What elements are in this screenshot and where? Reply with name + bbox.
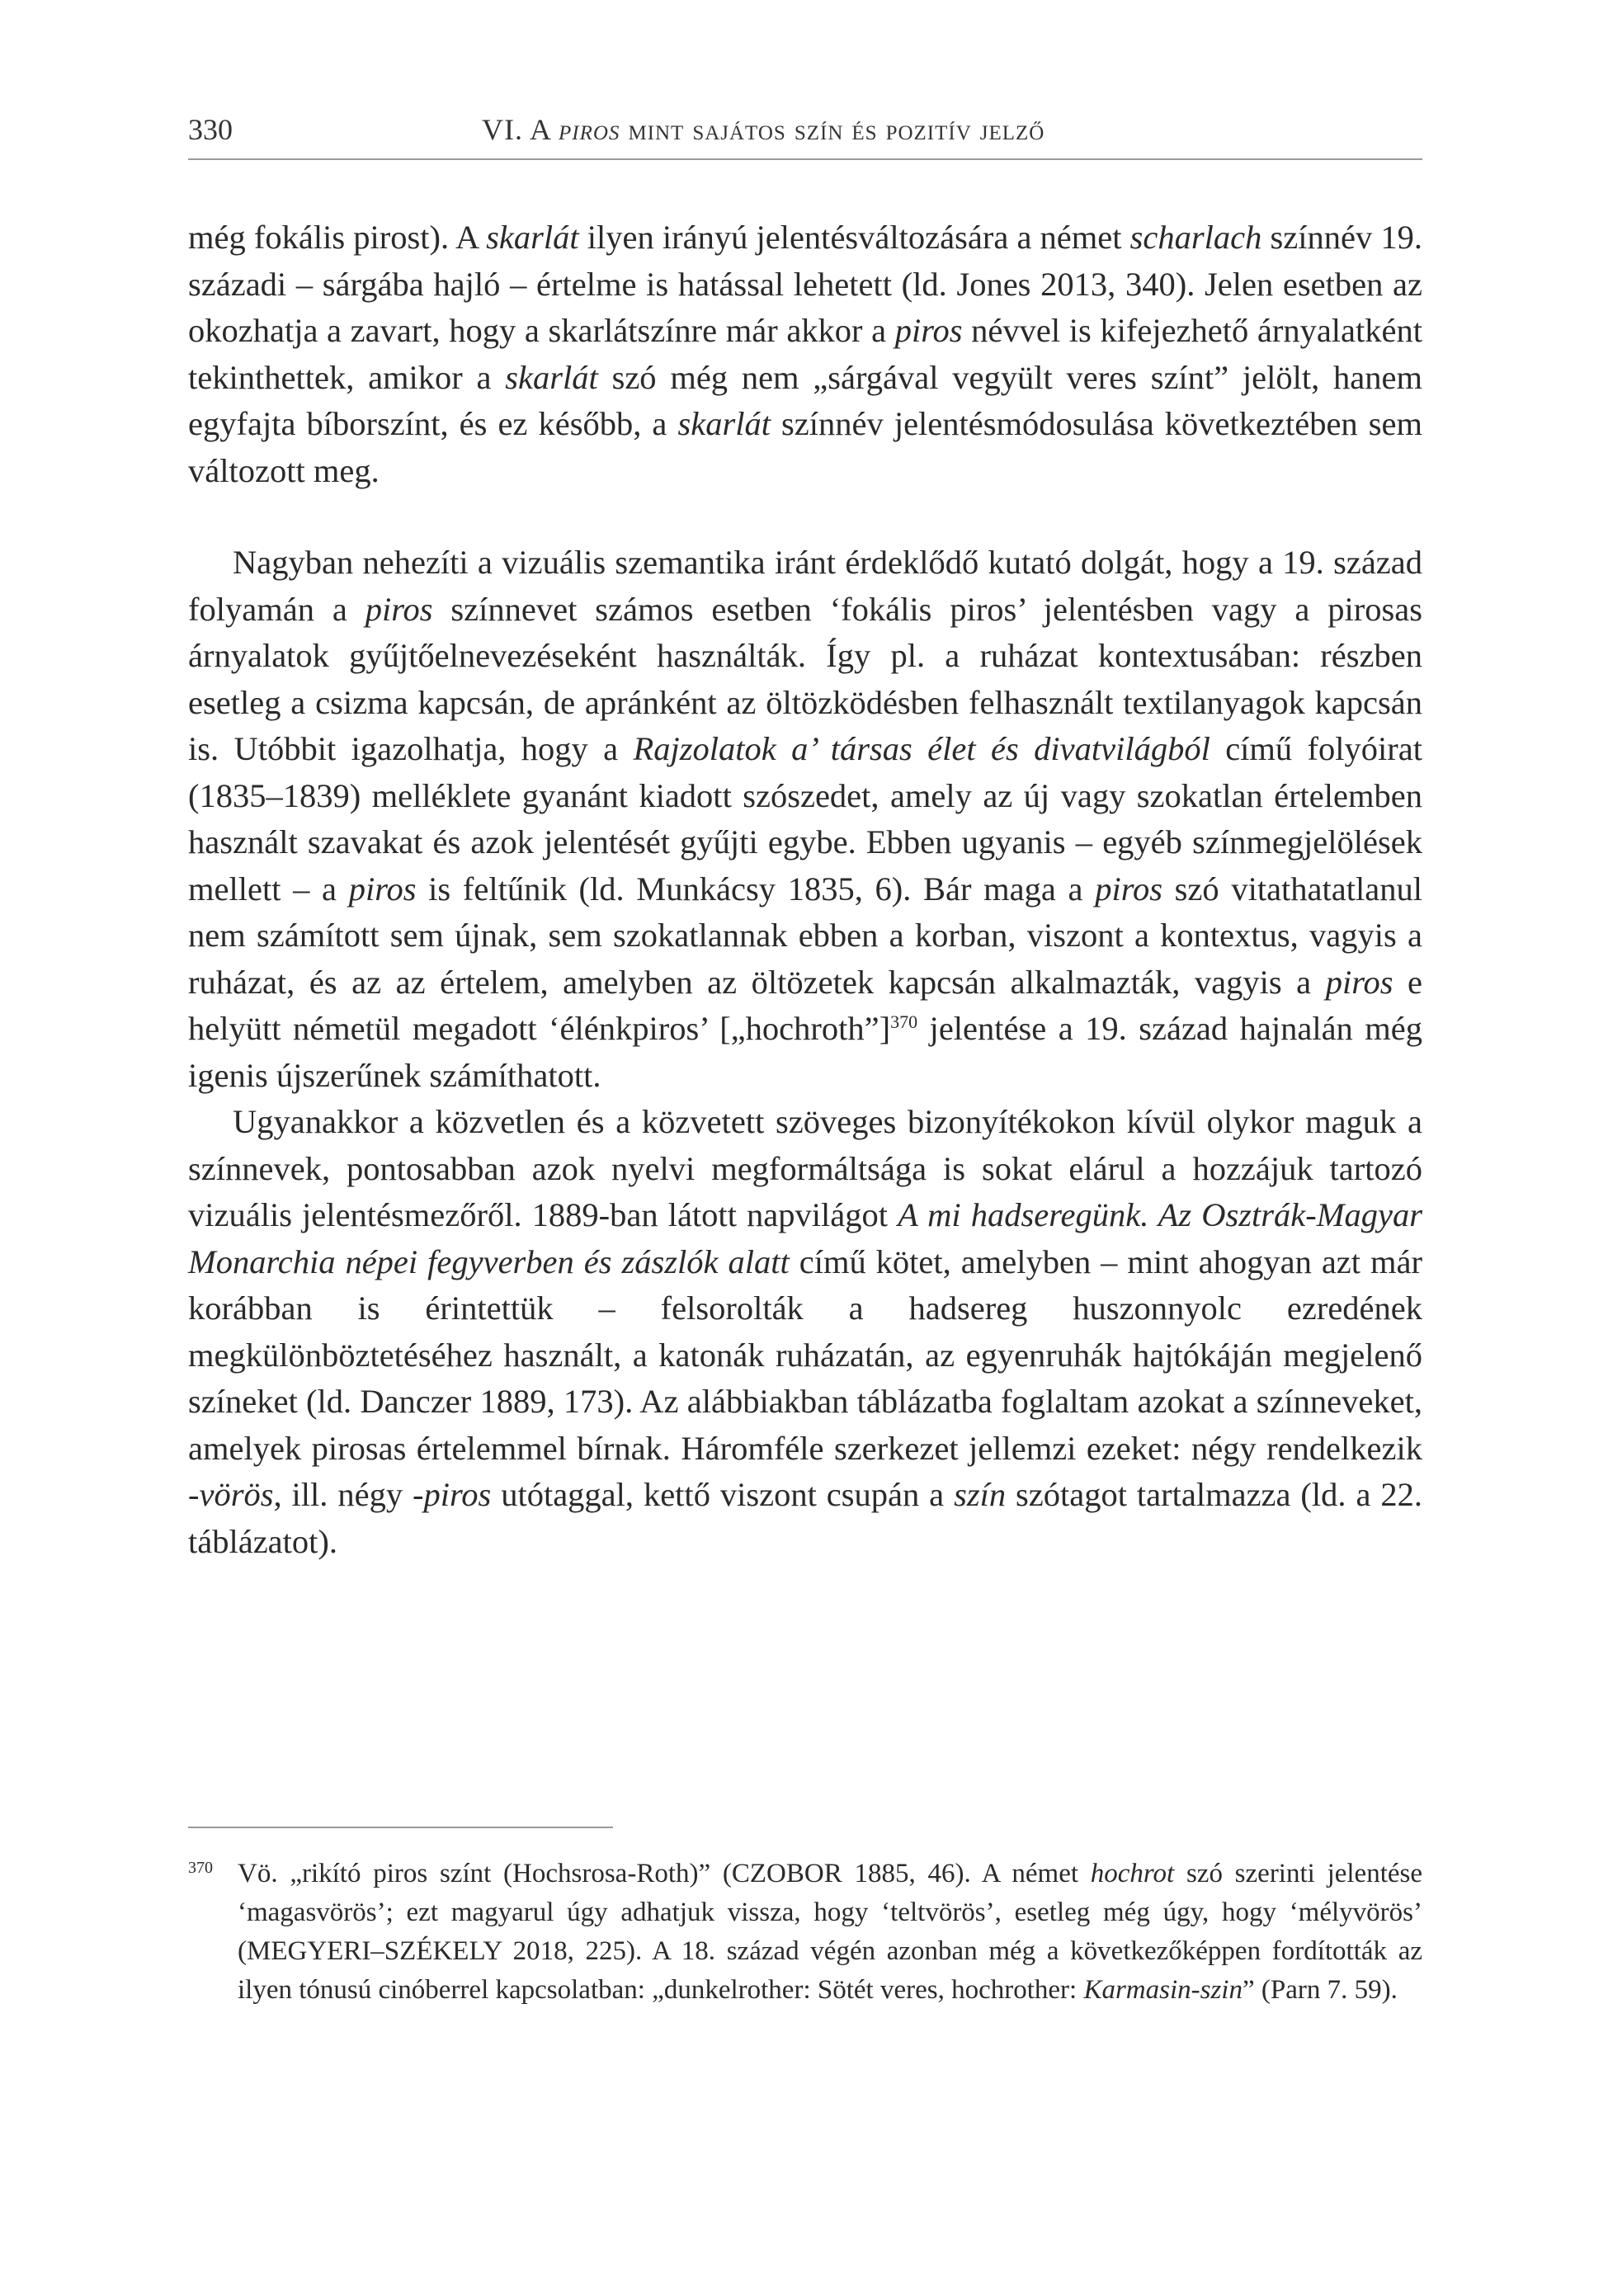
text-run: Ugyanakkor a közvetlen és a közvetett szöveges bizonyítékokon kívül olykor maguk a színnevek, pontosabban azok nyelvi megformáltsága is sokat elárul a hozzájuk tartozó vizuális jelentésmezőről. 1889-ban látott napvilágot bbox=[188, 1103, 1422, 1233]
paragraph-3 bbox=[188, 1099, 1422, 1565]
italic-term: piros bbox=[365, 590, 433, 628]
chapter-title bbox=[482, 112, 1044, 147]
italic-term: skarlát bbox=[486, 219, 579, 256]
italic-term: piros bbox=[1325, 963, 1393, 1001]
italic-term: piros bbox=[894, 312, 963, 349]
italic-term: hochrot bbox=[1090, 1859, 1175, 1888]
text-run: ” (Parn 7. 59). bbox=[1242, 1975, 1398, 2005]
italic-title: A mi hadseregünk. Az Osztrák-Magyar Monarchia népei fegyverben és zászlók alatt bbox=[188, 1196, 1422, 1280]
text-run: szó vitathatatlanul nem számított sem újnak, sem szokatlannak ebben a korban, viszont a kontextus, vagyis a ruházat, és az az értelem, amelyben az öltözetek kapcsán alkalmazták, vagyis a bbox=[188, 870, 1422, 1001]
italic-term: szín bbox=[954, 1476, 1007, 1513]
footnote-separator bbox=[188, 1827, 613, 1828]
text-run: még fokális pirost). A bbox=[188, 219, 487, 256]
italic-term: skarlát bbox=[505, 358, 598, 396]
italic-term: piros bbox=[348, 870, 417, 908]
text-run: Nagyban nehezíti a vizuális szemantika iránt érdeklődő kutató dolgát, hogy a 19. század folyamán a bbox=[188, 544, 1422, 628]
text-run: szótagot tartalmazza (ld. a 22. táblázatot). bbox=[188, 1476, 1422, 1560]
footnote-number: 370 bbox=[188, 1859, 213, 1877]
text-run: e helyütt németül megadott ‘élénkpiros’ [„hochroth”] bbox=[188, 963, 1422, 1047]
text-run: , ill. négy - bbox=[273, 1476, 424, 1513]
footnote-reference[interactable]: 370 bbox=[890, 1011, 918, 1032]
text-run: névvel is kifejezhető árnyalatként tekinthettek, amikor a bbox=[188, 312, 1423, 396]
italic-term: Karmasin-szin bbox=[1083, 1975, 1243, 2005]
italic-term: scharlach bbox=[1129, 219, 1262, 256]
paragraph-1 bbox=[188, 215, 1422, 494]
main-text bbox=[188, 215, 1422, 1565]
text-run: ilyen irányú jelentésváltozására a német bbox=[578, 219, 1130, 256]
text-run: szó szerinti jelentése ‘magasvörös’; ezt magyarul úgy adhatjuk vissza, hogy ‘teltvörös’, esetleg még úgy, hogy ‘mélyvörös’ (MEGYERI–SZÉKELY 2018, 225). A 18. század végén azonban még a következőképpen fordították az ilyen tónusú cinóberrel kapcsolatban: „dunkelrother: Sötét veres, hochrother: bbox=[238, 1859, 1422, 2005]
italic-term: skarlát bbox=[677, 405, 771, 442]
text-run: színnév 19. századi – sárgába hajló – értelme is hatással lehetett (ld. Jones 2013, 340). Jelen esetben az okozhatja a zavart, hogy a skarlátszínre már akkor a bbox=[188, 219, 1422, 349]
chapter-title-lead: VI. A bbox=[482, 113, 559, 146]
text-run: utótaggal, kettő viszont csupán a bbox=[491, 1476, 955, 1513]
text-run: szó még nem „sárgával vegyült veres színt” jelölt, hanem egyfajta bíborszínt, és ez később, a bbox=[188, 358, 1422, 442]
footnote-text bbox=[238, 1855, 1422, 2010]
text-run: című kötet, amelyben – mint ahogyan azt már korábban is érintettük – felsorolták a hadsereg huszonnyolc ezredének megkülönböztetéséhez használt, a katonák ruházatán, az egyenruhák hajtókáján megjelenő színeket (ld. Danczer 1889, 173). Az alábbiakban táblázatba foglaltam azokat a színneveket, amelyek pirosas értelemmel bírnak. Háromféle szerkezet jellemzi ezeket: négy rendelkezik - bbox=[188, 1242, 1422, 1513]
italic-term: vörös bbox=[199, 1476, 274, 1513]
text-run: jelentése a 19. század hajnalán még igenis újszerűnek számíthatott. bbox=[188, 1010, 1422, 1094]
text-run: című folyóirat (1835–1839) melléklete gyanánt kiadott szószedet, amely az új vagy szokatlan értelemben használt szavakat és azok jelentését gyűjti egybe. Ebben ugyanis – egyéb színmegjelölések mellett – a bbox=[188, 730, 1423, 908]
running-header bbox=[188, 106, 1422, 160]
text-run: színnevet számos esetben ‘fokális piros’ jelentésben vagy a pirosas árnyalatok gyűjtőelnevezéseként használták. Így pl. a ruházat kontextusában: részben esetleg a csizma kapcsán, de apránként az öltözködésben felhasznált textilanyagok kapcsán is. Utóbbit igazolhatja, hogy a bbox=[188, 590, 1422, 767]
chapter-title-italic: piros bbox=[559, 113, 620, 146]
text-run: színnév jelentésmódosulása következtében sem változott meg. bbox=[188, 405, 1422, 489]
paragraph-2 bbox=[188, 540, 1422, 1099]
chapter-title-rest: mint sajátos szín és pozitív jelző bbox=[620, 113, 1045, 146]
text-run: Vö. „rikító piros színt (Hochsrosa-Roth)” (CZOBOR 1885, 46). A német bbox=[238, 1859, 1091, 1888]
page-number: 330 bbox=[188, 113, 233, 146]
text-run: is feltűnik (ld. Munkácsy 1835, 6). Bár maga a bbox=[416, 870, 1096, 908]
italic-term: Rajzolatok a’ társas élet és divatvilágból bbox=[633, 730, 1210, 767]
italic-term: piros bbox=[1095, 870, 1162, 908]
italic-term: piros bbox=[423, 1476, 492, 1513]
